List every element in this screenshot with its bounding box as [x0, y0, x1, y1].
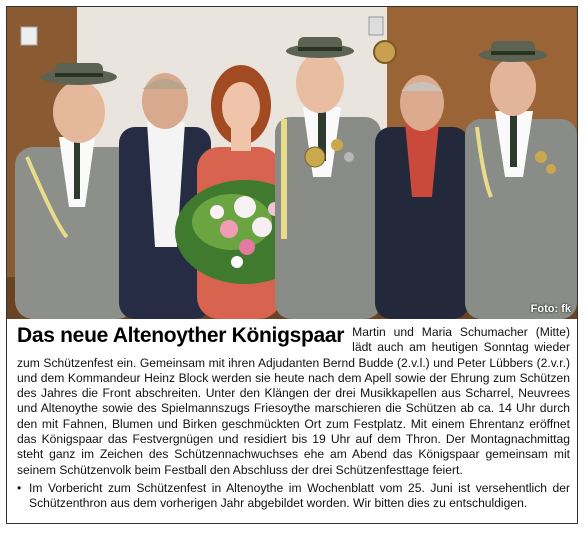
group-photo-illustration [7, 7, 577, 319]
bullet-icon: • [17, 480, 22, 495]
newspaper-clipping [6, 6, 578, 524]
article-body: Martin und Maria Schumacher (Mitte) lädt auch am heutigen Sonntag wieder zum Schützenfest ein. Gemeinsam mit ihren Adjudanten Bernd Budde (2.v.l.) und Peter Lübbers (2.v.r.) und dem Kommandeur Heinz Block werden sie heute nach dem Apell sowie der Ehrung zum Schützen des Jahres die Front abschreiten. Unter den Klängen der drei Musikkapellen aus Scharrel, Neuvrees und Altenoythe sowie des Spielmannszugs Friesoythe marschieren die Schützen ab ca. 14 Uhr durch den mit Fahnen, Blumen und Birken geschmückten Ort zum Festplatz. Mit einem Ehrentanz eröffnet das Königspaar das Festvergnügen und residiert bis 19 Uhr auf dem Thron. Der Montagnachmittag steht ganz im Zeichen des Schützennachwuchses ehe am Abend das Königspaar gemeinsam mit seinem Schützenvolk beim Festball den Abschluss der drei Schützenfesttage feiert. [17, 325, 570, 477]
correction-note [17, 481, 570, 512]
group-photo [7, 7, 577, 319]
photo-credit: Foto: fk [530, 303, 571, 315]
article-text [17, 325, 570, 521]
correction-note-text: Im Vorbericht zum Schützenfest in Altenoythe im Wochenblatt vom 25. Juni ist versehentlich der Schützenthron aus dem vorherigen Jahr abgebildet worden. Wir bitten dies zu entschuldigen. [29, 480, 570, 511]
article-headline: Das neue Altenoyther Königspaar [17, 324, 345, 347]
